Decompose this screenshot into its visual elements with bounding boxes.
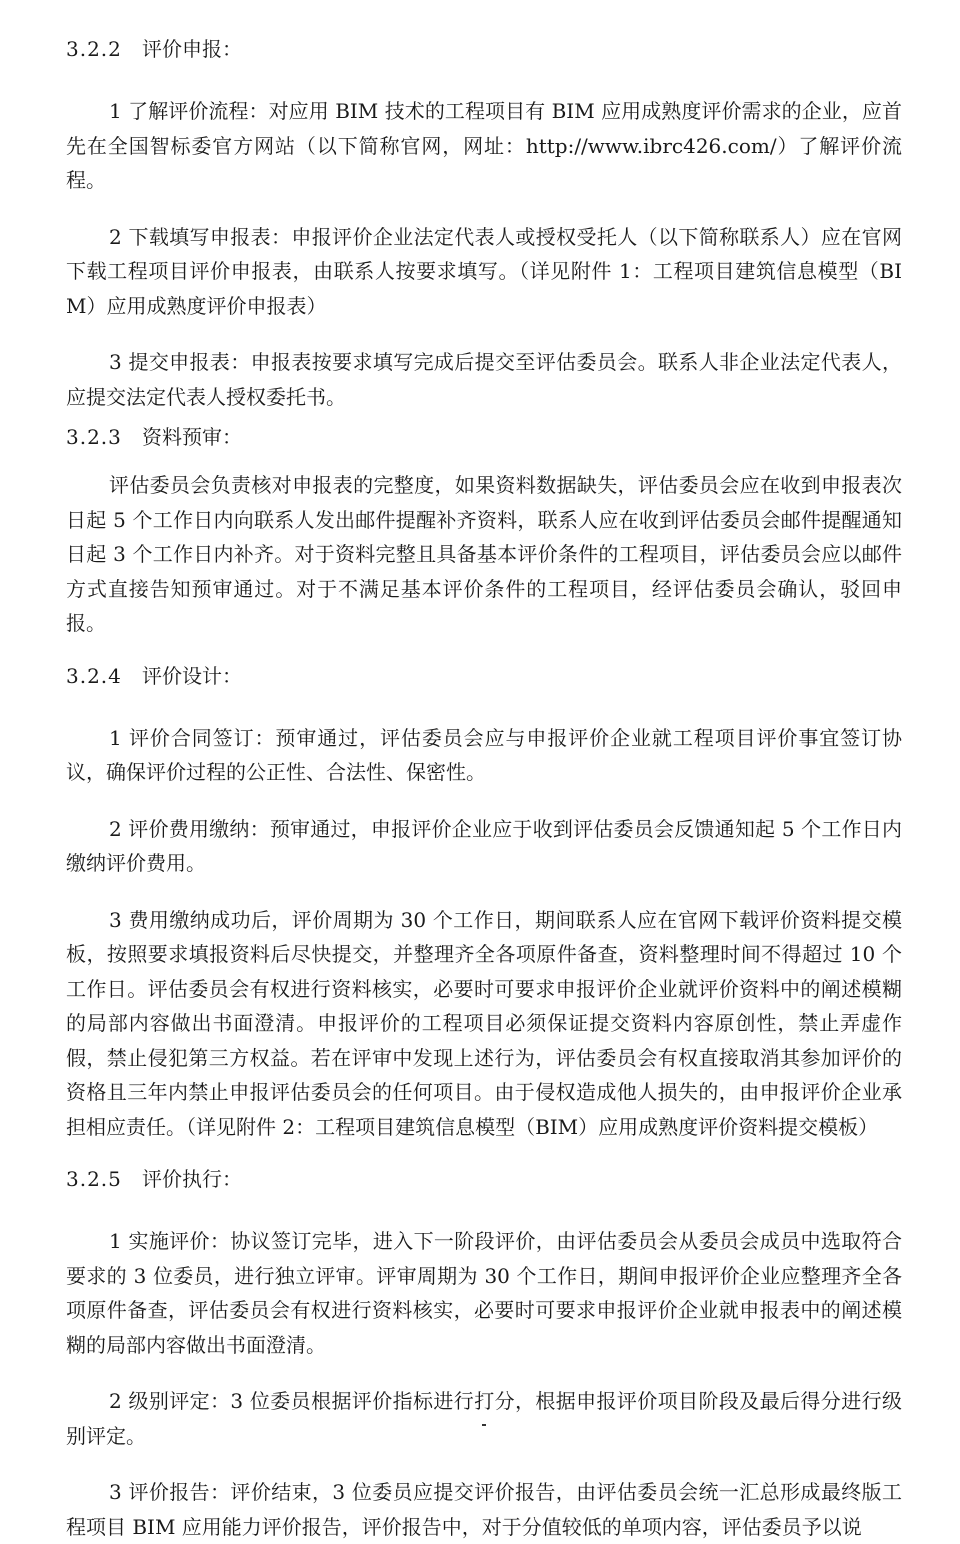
section-number: 3.2.3 (66, 425, 122, 449)
paragraph: 2 评价费用缴纳：预审通过，申报评价企业应于收到评估委员会反馈通知起 5 个工作日内缴纳评价费用。 (66, 816, 902, 875)
section-title: 资料预审： (142, 425, 242, 449)
section-heading-3-2-4 (66, 663, 902, 689)
section-number: 3.2.2 (66, 37, 122, 61)
section-title: 评价设计： (142, 663, 242, 688)
section-title: 评价申报： (142, 37, 242, 61)
paragraph: 3 评价报告：评价结束，3 位委员应提交评价报告，由评估委员会统一汇总形成最终版工程项目 BIM 应用能力评价报告，评价报告中，对于分值较低的单项内容，评估委员予以说 (66, 1480, 902, 1539)
section-heading-3-2-2 (66, 36, 902, 62)
paragraph: 评估委员会负责核对申报表的完整度，如果资料数据缺失，评估委员会应在收到申报表次日起 5 个工作日内向联系人发出邮件提醒补齐资料，联系人应在收到评估委员会邮件提醒通知日起 3 个工作日内补齐。对于资料完整且具备基本评价条件的工程项目，评估委员会应以邮件方式直接告知预审通过。对于不满足基本评价条件的工程项目，经评估委员会确认，驳回申报。 (66, 473, 902, 635)
section-heading-3-2-3 (66, 424, 902, 450)
section-heading-3-2-5 (66, 1166, 902, 1192)
paragraph: 1 实施评价：协议签订完毕，进入下一阶段评价，由评估委员会从委员会成员中选取符合要求的 3 位委员，进行独立评审。评审周期为 30 个工作日，期间申报评价企业应整理齐全各项原件备查，评估委员会有权进行资料核实，必要时可要求申报评价企业就申报表中的阐述模糊的局部内容做出书面澄清。 (66, 1229, 902, 1357)
paragraph: 3 提交申报表：申报表按要求填写完成后提交至评估委员会。联系人非企业法定代表人，应提交法定代表人授权委托书。 (66, 350, 902, 409)
paragraph: 2 级别评定：3 位委员根据评价指标进行打分，根据申报评价项目阶段及最后得分进行级别评定。 (66, 1389, 902, 1448)
section-number: 3.2.5 (66, 1167, 122, 1191)
paragraph: 1 了解评价流程：对应用 BIM 技术的工程项目有 BIM 应用成熟度评价需求的企业，应首先在全国智标委官方网站（以下简称官网，网址：http://www.ibrc426.com/）了解评价流程。 (66, 99, 902, 192)
section-title: 评价执行： (142, 1167, 242, 1191)
paragraph: 2 下载填写申报表：申报评价企业法定代表人或授权受托人（以下简称联系人）应在官网下载工程项目评价申报表，由联系人按要求填写。（详见附件 1：工程项目建筑信息模型（BIM）应用成熟度评价申报表） (66, 224, 902, 318)
paragraph: 1 评价合同签订：预审通过，评估委员会应与申报评价企业就工程项目评价事宜签订协议，确保评价过程的公正性、合法性、保密性。 (66, 725, 902, 784)
section-number: 3.2.4 (66, 663, 122, 688)
paragraph: 3 费用缴纳成功后，评价周期为 30 个工作日，期间联系人应在官网下载评价资料提交模板，按照要求填报资料后尽快提交，并整理齐全各项原件备查，资料整理时间不得超过 10 个工作日。评估委员会有权进行资料核实，必要时可要求申报评价企业就评价资料中的阐述模糊的局部内容做出书面澄清。申报评价的工程项目必须保证提交资料内容原创性，禁止弄虚作假，禁止侵犯第三方权益。若在评审中发现上述行为，评估委员会有权直接取消其参加评价的资格且三年内禁止申报评估委员会的任何项目。由于侵权造成他人损失的，由申报评价企业承担相应责任。（详见附件 2：工程项目建筑信息模型（BIM）应用成熟度评价资料提交模板） (66, 907, 902, 1139)
page-number-mark (482, 1424, 486, 1426)
